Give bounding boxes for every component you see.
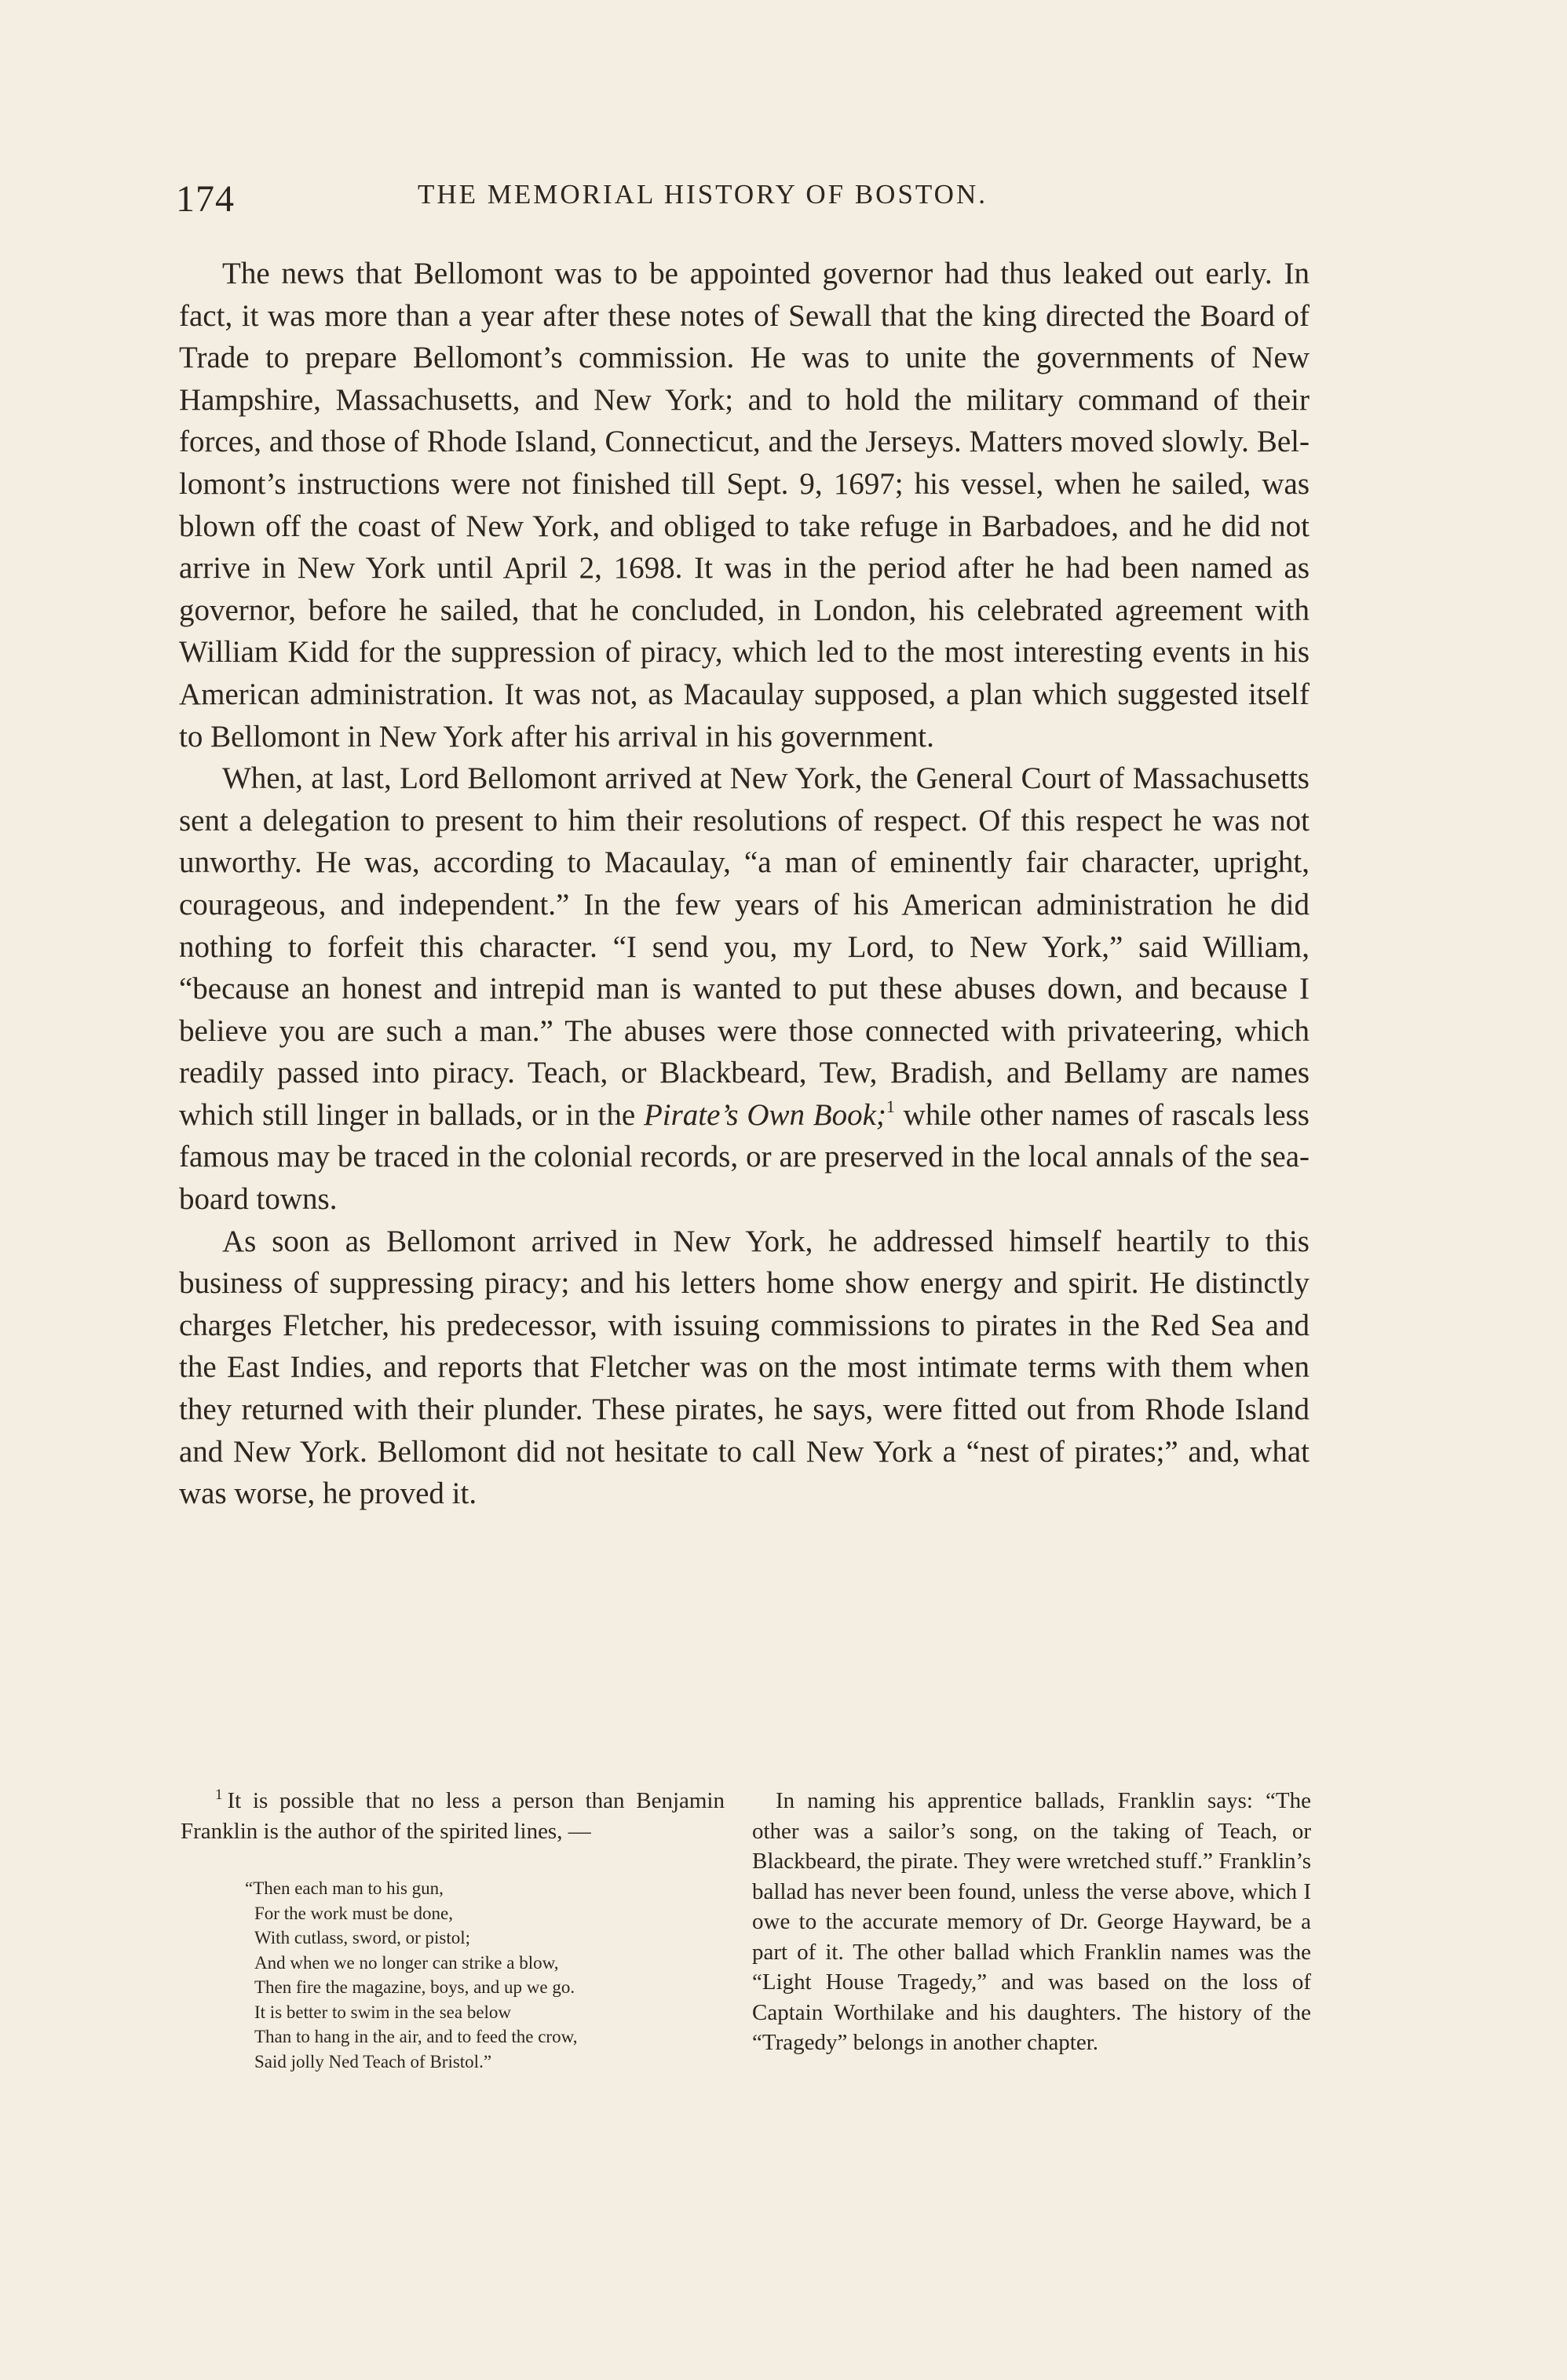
poem-line: Than to hang in the air, and to feed the crow, bbox=[254, 2027, 578, 2046]
footnote-intro bbox=[181, 1786, 725, 1846]
paragraph-text: The news that Bellomont was to be appointed governor had thus leaked out early. In fact, it was more than a year after these notes of Sewall that the king directed the Board of Trade to prepare Bellomont’s commission. He was to unite the governments of New Hampshire, Massachusetts, and New York; and to hold the military command of their forces, and those of Rhode Island, Connecticut, and the Jerseys. Matters moved slowly. Bellomont’s instructions were not finished till Sept. 9, 1697; his vessel, when he sailed, was blown off the coast of New York, and obliged to take refuge in Barbadoes, and he did not arrive in New York until April 2, 1698. It was in the period after he had been named as governor, before he sailed, that he concluded, in London, his celebrated agreement with William Kidd for the suppression of piracy, which led to the most interesting events in his American administration. It was not, as Macaulay supposed, a plan which suggested itself to Bellomont in New York after his arrival in his government. bbox=[179, 257, 1309, 754]
footnote-intro-text: It is possible that no less a person than Benjamin Franklin is the author of the spirited lines, — bbox=[181, 1788, 725, 1844]
poem-line: Said jolly Ned Teach of Bristol.” bbox=[254, 2051, 492, 2072]
footnote-column-right bbox=[752, 1786, 1311, 2058]
ballad-poem bbox=[245, 1876, 725, 2074]
footnote-column-left bbox=[181, 1786, 725, 2074]
poem-line: With cutlass, sword, or pistol; bbox=[254, 1928, 471, 1947]
footnotes bbox=[181, 1786, 1311, 2139]
paragraph-text: As soon as Bellomont arrived in New York, he addressed himself heartily to this business of suppressing piracy; and his letters home show energy and spirit. He distinctly charges Fletcher, his predecessor, with issuing commissions to pirates in the Red Sea and the East Indies, and reports that Fletcher was on the most intimate terms with them when they returned with their plunder. These pirates, he says, were fitted out from Rhode Island and New York. Bellomont did not hesitate to call New York a “nest of pirates;” and, what was worse, he proved it. bbox=[179, 1224, 1309, 1511]
poem-line: For the work must be done, bbox=[254, 1903, 453, 1923]
paragraph-suppressing-piracy bbox=[179, 1221, 1309, 1515]
paragraph-bellomont-appointment bbox=[179, 253, 1309, 757]
running-title: THE MEMORIAL HISTORY OF BOSTON. bbox=[418, 179, 988, 210]
poem-line: “Then each man to his gun, bbox=[245, 1878, 444, 1898]
footnote-marker: 1 bbox=[215, 1787, 223, 1803]
body-text bbox=[179, 253, 1309, 1515]
page-number: 174 bbox=[176, 178, 235, 220]
footnote-reference: 1 bbox=[886, 1096, 895, 1116]
poem-line: It is better to swim in the sea below bbox=[254, 2002, 512, 2022]
book-title-italic: Pirate’s Own Book; bbox=[643, 1097, 886, 1132]
page-header bbox=[174, 174, 1311, 221]
poem-line: And when we no longer can strike a blow, bbox=[254, 1952, 559, 1973]
paragraph-text: When, at last, Lord Bellomont arrived at New York, the General Court of Massachusetts sent a delegation to present to him their resolutions of respect. Of this respect he was not unworthy. He was, according to Macaulay, “a man of eminently fair character, upright, courageous, and independent.” In the few years of his American administration he did nothing to forfeit this character. “I send you, my Lord, to New York,” said William, “because an honest and intrepid man is wanted to put these abuses down, and because I believe you are such a man.” The abuses were those connected with privateering, which readily passed into piracy. Teach, or Blackbeard, Tew, Bradish, and Bellamy are names which still linger in ballads, or in the bbox=[179, 761, 1309, 1132]
paragraph-bellomont-arrival bbox=[179, 757, 1309, 1221]
footnote-continuation: In naming his apprentice ballads, Franklin says: “The other was a sailor’s song, on the taking of Teach, or Blackbeard, the pirate. They were wretched stuff.” Franklin’s ballad has never been found, unless the verse above, which I owe to the accurate memory of Dr. George Hayward, be a part of it. The other ballad which Franklin names was the “Light House Tragedy,” and was based on the loss of Captain Worthilake and his daughters. The history of the “Tragedy” belongs in another chapter. bbox=[752, 1788, 1311, 2055]
paragraph-text-continued: while other names of rascals less famous may be traced in the colonial records, or are preserved in the local annals of the sea-board towns. bbox=[179, 1097, 1309, 1217]
poem-line: Then fire the magazine, boys, and up we go. bbox=[254, 1977, 575, 1997]
